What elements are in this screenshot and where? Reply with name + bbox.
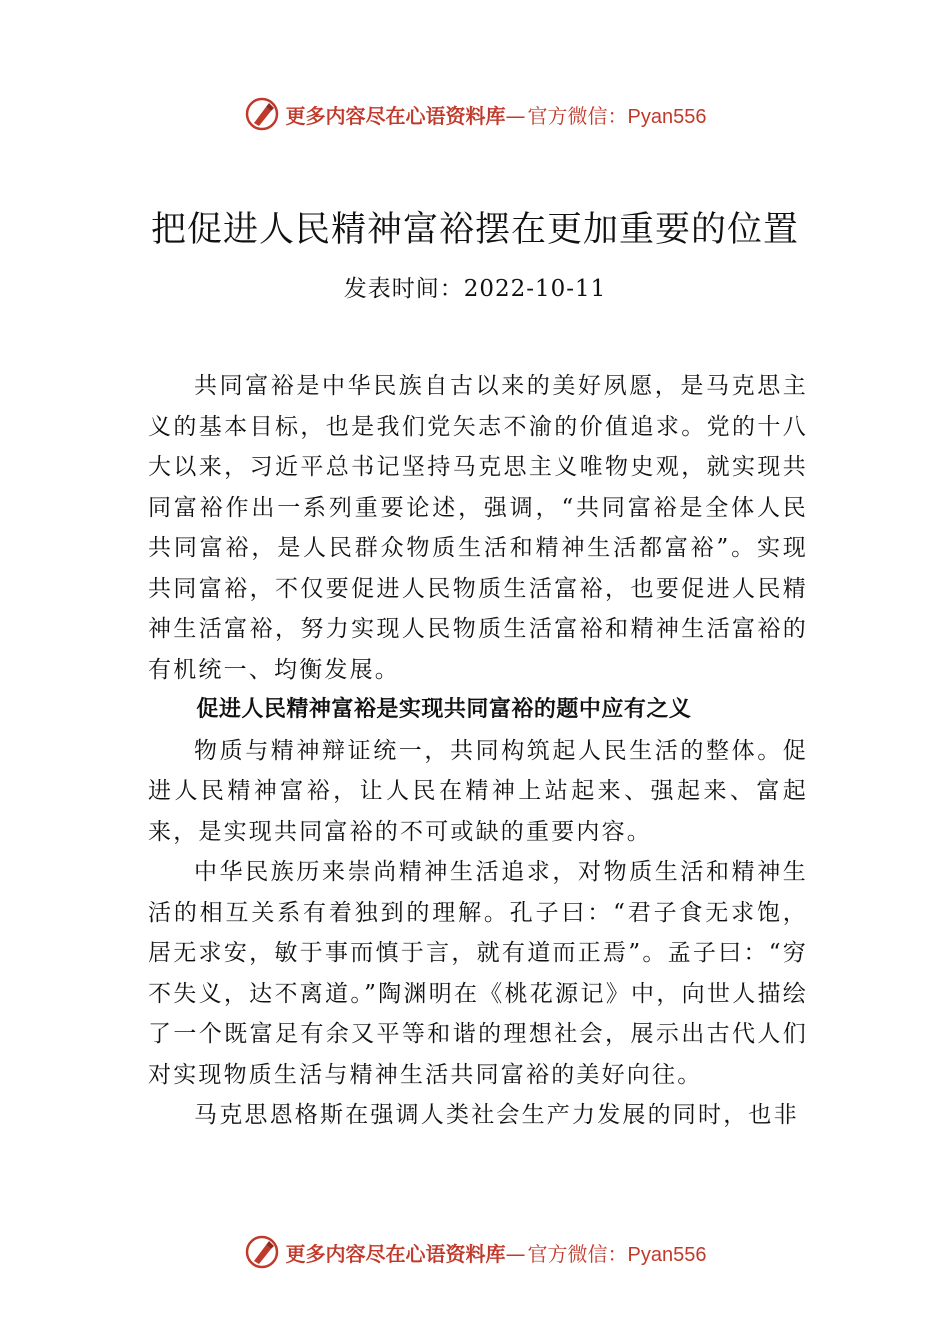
paragraph: 马克思恩格斯在强调人类社会生产力发展的同时，也非: [194, 1102, 799, 1128]
paragraph: 物质与精神辩证统一，共同构筑起人民生活的整体。促进人民精神富裕，让人民在精神上站起来、强起来、富起来，是实现共同富裕的不可或缺的重要内容。: [148, 737, 808, 845]
paragraph: 共同富裕是中华民族自古以来的美好夙愿，是马克思主义的基本目标，也是我们党矢志不渝的价值追求。党的十八大以来，习近平总书记坚持马克思主义唯物史观，就实现共同富裕作出一系列重要论述，强调，“共同富裕是全体人民共同富裕，是人民群众物质生活和精神生活都富裕”。实现共同富裕，不仅要促进人民物质生活富裕，也要促进人民精神生活富裕，努力实现人民物质生活富裕和精神生活富裕的有机统一、均衡发展。: [148, 373, 808, 683]
watermark-header: [0, 94, 950, 134]
watermark-footer: [0, 1232, 950, 1272]
watermark-text: 更多内容尽在心语资料库—官方微信：Pyan556: [285, 1241, 707, 1266]
paragraph: 中华民族历来崇尚精神生活追求，对物质生活和精神生活的相互关系有着独到的理解。孔子曰：“君子食无求饱，居无求安，敏于事而慎于言，就有道而正焉”。孟子曰：“穷不失义，达不离道。”陶渊明在《桃花源记》中，向世人描绘了一个既富足有余又平等和谐的理想社会，展示出古代人们对实现物质生活与精神生活共同富裕的美好向往。: [148, 859, 808, 1088]
watermark-text: 更多内容尽在心语资料库—官方微信：Pyan556: [285, 103, 707, 128]
article-title: 把促进人民精神富裕摆在更加重要的位置: [150, 210, 799, 250]
section-heading: 促进人民精神富裕是实现共同富裕的题中应有之义: [196, 697, 692, 722]
pen-nib-logo-icon: [244, 96, 280, 132]
pen-nib-logo-icon: [244, 1234, 280, 1270]
article-body: [148, 366, 808, 1136]
publish-date: 发表时间：2022-10-11: [343, 276, 607, 302]
